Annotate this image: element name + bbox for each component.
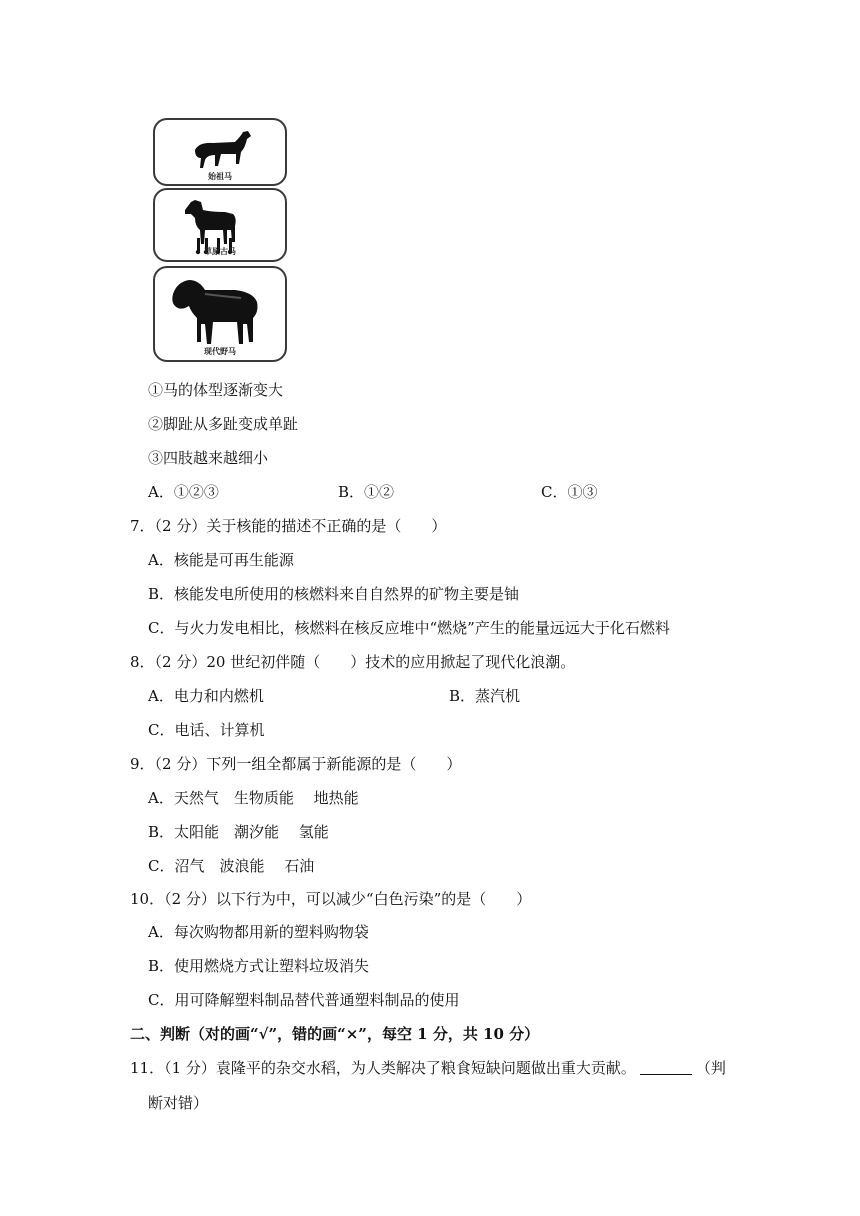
figure-modern-horse (153, 266, 287, 362)
section-2-heading: 二、判断（对的画“√”，错的画“×”，每空 1 分，共 10 分） (130, 1025, 540, 1043)
q6-option-b[interactable]: B．①② (338, 483, 395, 501)
q6-statement-2: ②脚趾从多趾变成单趾 (148, 415, 299, 433)
q10-option-a[interactable]: A．每次购物都用新的塑料购物袋 (148, 923, 369, 941)
q7-option-b[interactable]: B．核能发电所使用的核燃料来自自然界的矿物主要是铀 (148, 585, 520, 603)
q9-stem: 9．（2 分）下列一组全都属于新能源的是（ ） (130, 755, 462, 773)
q7-stem: 7．（2 分）关于核能的描述不正确的是（ ） (130, 517, 447, 535)
figure-merychippus (153, 188, 287, 262)
q11-line-2: 断对错） (148, 1094, 209, 1112)
q11-stem: 11．（1 分）袁隆平的杂交水稻，为人类解决了粮食短缺问题做出重大贡献。 (130, 1059, 636, 1077)
q11-answer-blank[interactable] (640, 1060, 692, 1075)
q8-stem: 8．（2 分）20 世纪初伴随（ ）技术的应用掀起了现代化浪潮。 (130, 653, 576, 671)
figure-caption: 始祖马 (208, 172, 232, 181)
q11-line-1 (130, 1058, 726, 1078)
figure-caption: 草原古马 (204, 247, 236, 256)
q10-option-c[interactable]: C．用可降解塑料制品替代普通塑料制品的使用 (148, 991, 460, 1009)
q6-option-c[interactable]: C．①③ (541, 483, 598, 501)
q9-option-c[interactable]: C．沼气 波浪能 石油 (148, 857, 315, 875)
q6-statement-1: ①马的体型逐渐变大 (148, 381, 284, 399)
q9-option-b[interactable]: B．太阳能 潮汐能 氢能 (148, 823, 329, 841)
q7-option-a[interactable]: A．核能是可再生能源 (148, 551, 294, 569)
figure-caption: 现代野马 (204, 347, 236, 356)
q11-suffix: （判 (695, 1059, 726, 1077)
q10-option-b[interactable]: B．使用燃烧方式让塑料垃圾消失 (148, 957, 370, 975)
figure-eohippus (153, 118, 287, 186)
q8-option-a[interactable]: A．电力和内燃机 (148, 687, 264, 705)
q10-stem: 10．（2 分）以下行为中，可以减少“白色污染”的是（ ） (130, 890, 532, 908)
q7-option-c[interactable]: C．与火力发电相比，核燃料在核反应堆中“燃烧”产生的能量远远大于化石燃料 (148, 619, 670, 637)
q8-option-c[interactable]: C．电话、计算机 (148, 721, 265, 739)
q8-option-b[interactable]: B．蒸汽机 (449, 687, 521, 705)
q9-option-a[interactable]: A．天然气 生物质能 地热能 (148, 789, 359, 807)
q6-statement-3: ③四肢越来越细小 (148, 449, 269, 467)
q6-option-a[interactable]: A．①②③ (148, 483, 219, 501)
